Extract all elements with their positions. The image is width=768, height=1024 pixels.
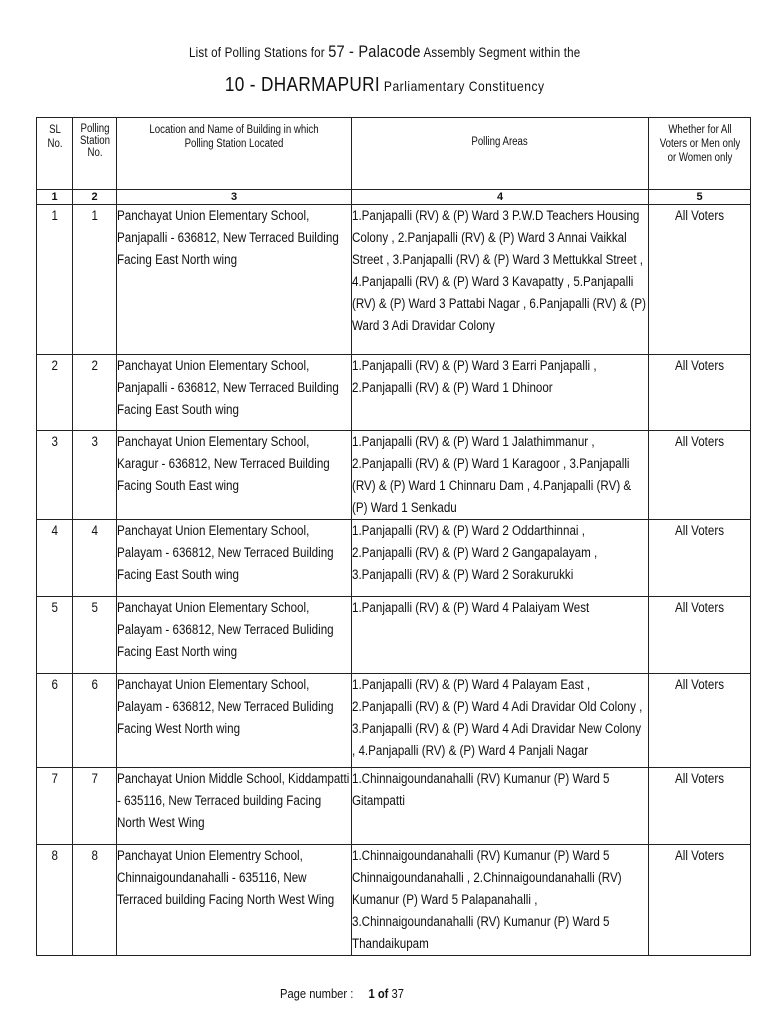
polling-station-no-cell: 3	[73, 431, 117, 520]
location-cell: Panchayat Union Elementary School, Panjapalli - 636812, New Terraced Building Facing East North wing	[117, 205, 352, 355]
title-suffix: Assembly Segment within the	[420, 45, 581, 60]
location-cell: Panchayat Union Elementary School, Palayam - 636812, New Terraced Buliding Facing East North wing	[117, 597, 352, 674]
sl-no-cell: 1	[37, 205, 73, 355]
polling-station-no-cell: 5	[73, 597, 117, 674]
polling-station-no-cell: 7	[73, 768, 117, 845]
table-row	[37, 205, 751, 355]
parliamentary-constituency-label: Parliamentary Constituency	[380, 78, 545, 94]
polling-station-no-cell: 6	[73, 674, 117, 768]
table-row	[37, 597, 751, 674]
polling-areas-cell: 1.Panjapalli (RV) & (P) Ward 4 Palayam East , 2.Panjapalli (RV) & (P) Ward 4 Adi Dravidar Old Colony , 3.Panjapalli (RV) & (P) Ward 4 Adi Dravidar New Colony , 4.Panjapalli (RV) & (P) Ward 4 Panjali Nagar	[352, 674, 649, 768]
assembly-segment-name: 57 - Palacode	[328, 42, 421, 61]
polling-areas-cell: 1.Panjapalli (RV) & (P) Ward 2 Oddarthinnai , 2.Panjapalli (RV) & (P) Ward 2 Gangapalayam , 3.Panjapalli (RV) & (P) Ward 2 Sorakurukki	[352, 520, 649, 597]
column-number-4: 4	[352, 190, 649, 205]
voter-type-cell: All Voters	[649, 355, 751, 431]
header-location: Location and Name of Building in which Polling Station Located	[117, 118, 352, 190]
total-pages: 37	[391, 986, 404, 1001]
polling-areas-cell: 1.Chinnaigoundanahalli (RV) Kumanur (P) Ward 5 Gitampatti	[352, 768, 649, 845]
header-voter-type: Whether for All Voters or Men only or Women only	[649, 118, 751, 190]
page-number-value	[368, 986, 403, 1001]
polling-station-no-cell: 8	[73, 845, 117, 956]
location-cell: Panchayat Union Elementary School, Karagur - 636812, New Terraced Building Facing South East wing	[117, 431, 352, 520]
title-prefix: List of Polling Stations for	[188, 45, 329, 60]
polling-areas-cell: 1.Panjapalli (RV) & (P) Ward 1 Jalathimmanur , 2.Panjapalli (RV) & (P) Ward 1 Karagoor , 3.Panjapalli (RV) & (P) Ward 1 Chinnaru Dam , 4.Panjapalli (RV) & (P) Ward 1 Senkadu	[352, 431, 649, 520]
table-row	[37, 520, 751, 597]
document-title-line1	[54, 42, 714, 62]
polling-areas-cell: 1.Panjapalli (RV) & (P) Ward 3 Earri Panjapalli , 2.Panjapalli (RV) & (P) Ward 1 Dhinoor	[352, 355, 649, 431]
voter-type-cell: All Voters	[649, 845, 751, 956]
sl-no-cell: 4	[37, 520, 73, 597]
current-page: 1	[368, 986, 375, 1001]
header-sl-no: SL No.	[37, 118, 73, 190]
column-number-5: 5	[649, 190, 751, 205]
header-polling-areas: Polling Areas	[352, 118, 649, 190]
sl-no-cell: 8	[37, 845, 73, 956]
sl-no-cell: 6	[37, 674, 73, 768]
polling-station-no-cell: 4	[73, 520, 117, 597]
parliamentary-constituency-name: 10 - DHARMAPURI	[224, 74, 381, 96]
location-cell: Panchayat Union Elementary School, Panjapalli - 636812, New Terraced Building Facing East South wing	[117, 355, 352, 431]
voter-type-cell: All Voters	[649, 674, 751, 768]
voter-type-cell: All Voters	[649, 597, 751, 674]
page-number-footer	[280, 986, 404, 1001]
column-number-1: 1	[37, 190, 73, 205]
location-cell: Panchayat Union Elementary School, Palayam - 636812, New Terraced Buliding Facing West North wing	[117, 674, 352, 768]
polling-areas-cell: 1.Chinnaigoundanahalli (RV) Kumanur (P) Ward 5 Chinnaigoundanahalli , 2.Chinnaigoundanahalli (RV) Kumanur (P) Ward 5 Palapanahalli , 3.Chinnaigoundanahalli (RV) Kumanur (P) Ward 5 Thandaikupam	[352, 845, 649, 956]
voter-type-cell: All Voters	[649, 205, 751, 355]
page-of: of	[377, 986, 389, 1001]
page-number-label: Page number :	[280, 986, 354, 1001]
location-cell: Panchayat Union Elementary School, Palayam - 636812, New Terraced Building Facing East South wing	[117, 520, 352, 597]
table-row	[37, 355, 751, 431]
table-row	[37, 674, 751, 768]
table-header-row	[37, 118, 751, 190]
column-number-row	[37, 190, 751, 205]
header-polling-station-no: Polling Station No.	[73, 118, 117, 190]
sl-no-cell: 3	[37, 431, 73, 520]
voter-type-cell: All Voters	[649, 520, 751, 597]
table-row	[37, 845, 751, 956]
polling-areas-cell: 1.Panjapalli (RV) & (P) Ward 3 P.W.D Teachers Housing Colony , 2.Panjapalli (RV) & (P) Ward 3 Annai Vaikkal Street , 3.Panjapalli (RV) & (P) Ward 3 Mettukkal Street , 4.Panjapalli (RV) & (P) Ward 3 Kavapatty , 5.Panjapalli (RV) & (P) Ward 3 Pattabi Nagar , 6.Panjapalli (RV) & (P) Ward 3 Adi Dravidar Colony	[352, 205, 649, 355]
table-row	[37, 431, 751, 520]
voter-type-cell: All Voters	[649, 768, 751, 845]
polling-areas-cell: 1.Panjapalli (RV) & (P) Ward 4 Palaiyam West	[352, 597, 649, 674]
document-title-line2	[54, 74, 714, 97]
sl-no-cell: 2	[37, 355, 73, 431]
location-cell: Panchayat Union Middle School, Kiddampatti - 635116, New Terraced building Facing North West Wing	[117, 768, 352, 845]
voter-type-cell: All Voters	[649, 431, 751, 520]
column-number-3: 3	[117, 190, 352, 205]
column-number-2: 2	[73, 190, 117, 205]
polling-station-no-cell: 2	[73, 355, 117, 431]
location-cell: Panchayat Union Elementry School, Chinnaigoundanahalli - 635116, New Terraced building Facing North West Wing	[117, 845, 352, 956]
sl-no-cell: 5	[37, 597, 73, 674]
table-row	[37, 768, 751, 845]
polling-stations-table	[36, 117, 751, 956]
sl-no-cell: 7	[37, 768, 73, 845]
polling-station-no-cell: 1	[73, 205, 117, 355]
